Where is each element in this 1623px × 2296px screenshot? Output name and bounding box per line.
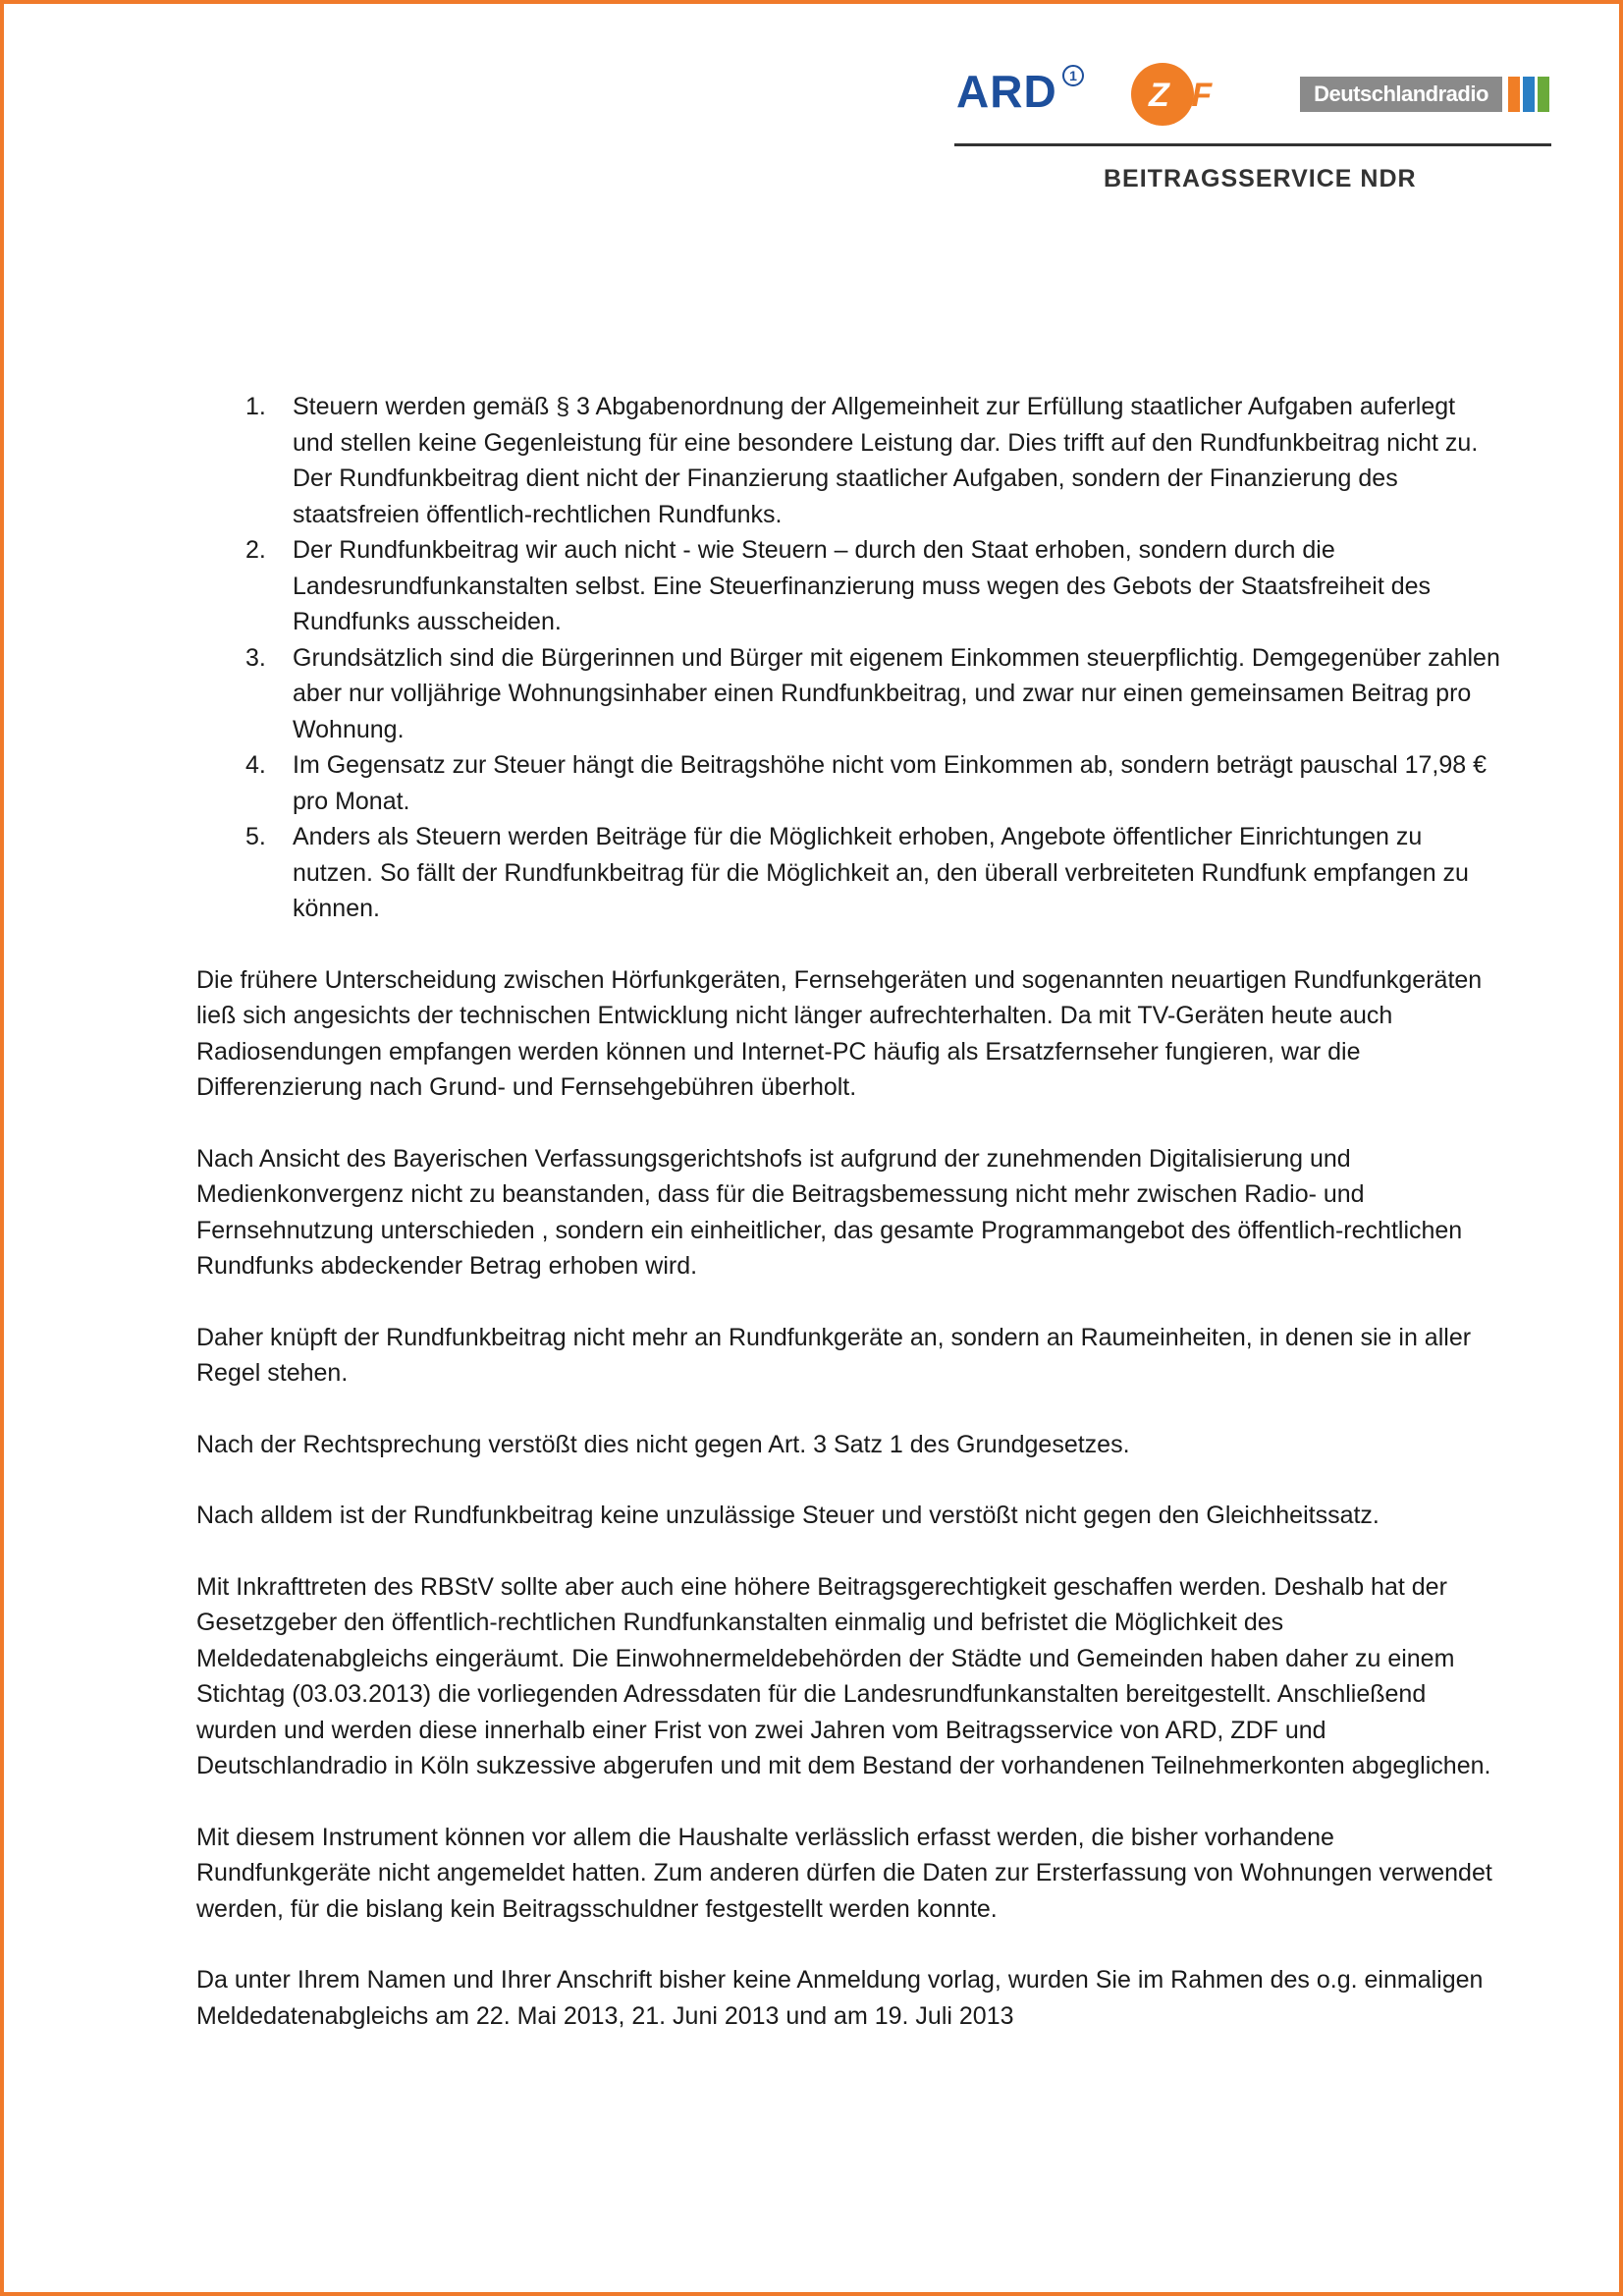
list-item [196, 640, 1502, 748]
body-paragraph: Mit diesem Instrument können vor allem die Haushalte verlässlich erfasst werden, die bisher vorhandene Rundfunkgeräte nicht angemeldet hatten. Zum anderen dürfen die Daten zur Ersterfassung von Wohnungen verwendet werden, für die bislang kein Beitragsschuldner festgestellt werden konnte. [196, 1823, 1492, 1923]
ard-logo-text: ARD [956, 66, 1057, 117]
body-paragraph: Nach der Rechtsprechung verstößt dies nicht gegen Art. 3 Satz 1 des Grundgesetzes. [196, 1430, 1130, 1458]
body-paragraph: Nach alldem ist der Rundfunkbeitrag keine unzulässige Steuer und verstößt nicht gegen den Gleichheitssatz. [196, 1502, 1380, 1529]
list-item-text: Steuern werden gemäß § 3 Abgabenordnung der Allgemeinheit zur Erfüllung staatlicher Aufgaben auferlegt und stellen keine Gegenleistung für eine besondere Leistung dar. Dies trifft auf den Rundfunkbeitrag nicht zu. Der Rundfunkbeitrag dient nicht der Finanzierung staatlicher Aufgaben, sondern der Finanzierung des staatsfreien öffentlich-rechtlichen Rundfunks. [293, 393, 1479, 528]
letterhead [954, 59, 1553, 196]
list-item [196, 747, 1502, 819]
deutschlandradio-bar-green [1538, 77, 1549, 112]
zdf-logo-text [1149, 79, 1211, 112]
list-item-text: Im Gegensatz zur Steuer hängt die Beitragshöhe nicht vom Einkommen ab, sondern beträgt pauschal 17,98 € pro Monat. [293, 751, 1488, 815]
list-item-number: 3. [245, 643, 266, 672]
numbered-list [196, 389, 1502, 927]
deutschlandradio-logo [1300, 77, 1551, 114]
body-paragraph: Mit Inkrafttreten des RBStV sollte aber auch eine höhere Beitragsgerechtigkeit geschaffen werden. Deshalb hat der Gesetzgeber den öffentlich-rechtlichen Rundfunkanstalten einmalig und befristet die Möglichkeit des Meldedatenabgleichs eingeräumt. Die Einwohnermeldebehörden der Städte und Gemeinden haben daher zu einem Stichtag (03.03.2013) die vorliegenden Adressdaten für die Landesrundfunkanstalten bereitgestellt. Anschließend wurden und werden diese innerhalb einer Frist von zwei Jahren vom Beitragsservice von ARD, ZDF und Deutschlandradio in Köln sukzessive abgerufen und mit dem Bestand der vorhandenen Teilnehmerkonten abgeglichen. [196, 1572, 1491, 1779]
list-item-number: 1. [245, 393, 266, 420]
list-item-number: 5. [245, 823, 266, 850]
deutschlandradio-bar-blue [1523, 77, 1535, 112]
list-item-text: Grundsätzlich sind die Bürgerinnen und Bürger mit eigenem Einkommen steuerpflichtig. Demgegenüber zahlen aber nur volljährige Wohnungsinhaber einen Rundfunkbeitrag, und zwar nur einen gemeinsamen Beitrag pro Wohnung. [293, 643, 1500, 743]
body-paragraph: Daher knüpft der Rundfunkbeitrag nicht mehr an Rundfunkgeräte an, sondern an Raumeinheiten, in denen sie in aller Regel stehen. [196, 1323, 1472, 1387]
deutschlandradio-logo-text: Deutschlandradio [1300, 77, 1502, 112]
body-paragraph: Da unter Ihrem Namen und Ihrer Anschrift bisher keine Anmeldung vorlag, wurden Sie im Rahmen des o.g. einmaligen Meldedatenabgleichs am 22. Mai 2013, 21. Juni 2013 und am 19. Juli 2013 [196, 1966, 1484, 2030]
deutschlandradio-bar-orange [1508, 77, 1520, 112]
list-item [196, 389, 1502, 532]
ard-logo [956, 66, 1057, 117]
list-item-number: 2. [245, 536, 266, 564]
zdf-logo-z: Z [1149, 77, 1168, 114]
list-item-text: Anders als Steuern werden Beiträge für die Möglichkeit erhoben, Angebote öffentlicher Einrichtungen zu nutzen. So fällt der Rundfunkbeitrag für die Möglichkeit an, den überall verbreiteten Rundfunk empfangen zu können. [293, 823, 1469, 922]
body-paragraph: Die frühere Unterscheidung zwischen Hörfunkgeräten, Fernsehgeräten und sogenannten neuartigen Rundfunkgeräten ließ sich angesichts der technischen Entwicklung nicht länger aufrechterhalten. Da mit TV-Geräten heute auch Radiosendungen empfangen werden können und Internet-PC häufig als Ersatzfernseher fungieren, war die Differenzierung nach Grund- und Fernsehgebühren überholt. [196, 965, 1483, 1101]
letter-body [196, 389, 1502, 2034]
body-paragraph: Nach Ansicht des Bayerischen Verfassungsgerichtshofs ist aufgrund der zunehmenden Digitalisierung und Medienkonvergenz nicht zu beanstanden, dass für die Beitragsbemessung nicht mehr zwischen Radio- und Fernsehnutzung unterschieden , sondern ein einheitlicher, das gesamte Programmangebot des öffentlich-rechtlichen Rundfunks abdeckender Betrag erhoben wird. [196, 1144, 1463, 1280]
letterhead-divider [954, 143, 1551, 146]
ard-one-mark: 1 [1062, 65, 1084, 86]
zdf-logo-rest: DF [1167, 77, 1212, 114]
department-name: BEITRAGSSERVICE NDR [1104, 165, 1417, 192]
list-item-number: 4. [245, 751, 266, 779]
list-item-text: Der Rundfunkbeitrag wir auch nicht - wie Steuern – durch den Staat erhoben, sondern durch die Landesrundfunkanstalten selbst. Eine Steuerfinanzierung muss wegen des Gebots der Staatsfreiheit des Rundfunks ausscheiden. [293, 536, 1432, 635]
list-item [196, 532, 1502, 640]
zdf-logo [1131, 63, 1249, 128]
list-item [196, 819, 1502, 927]
